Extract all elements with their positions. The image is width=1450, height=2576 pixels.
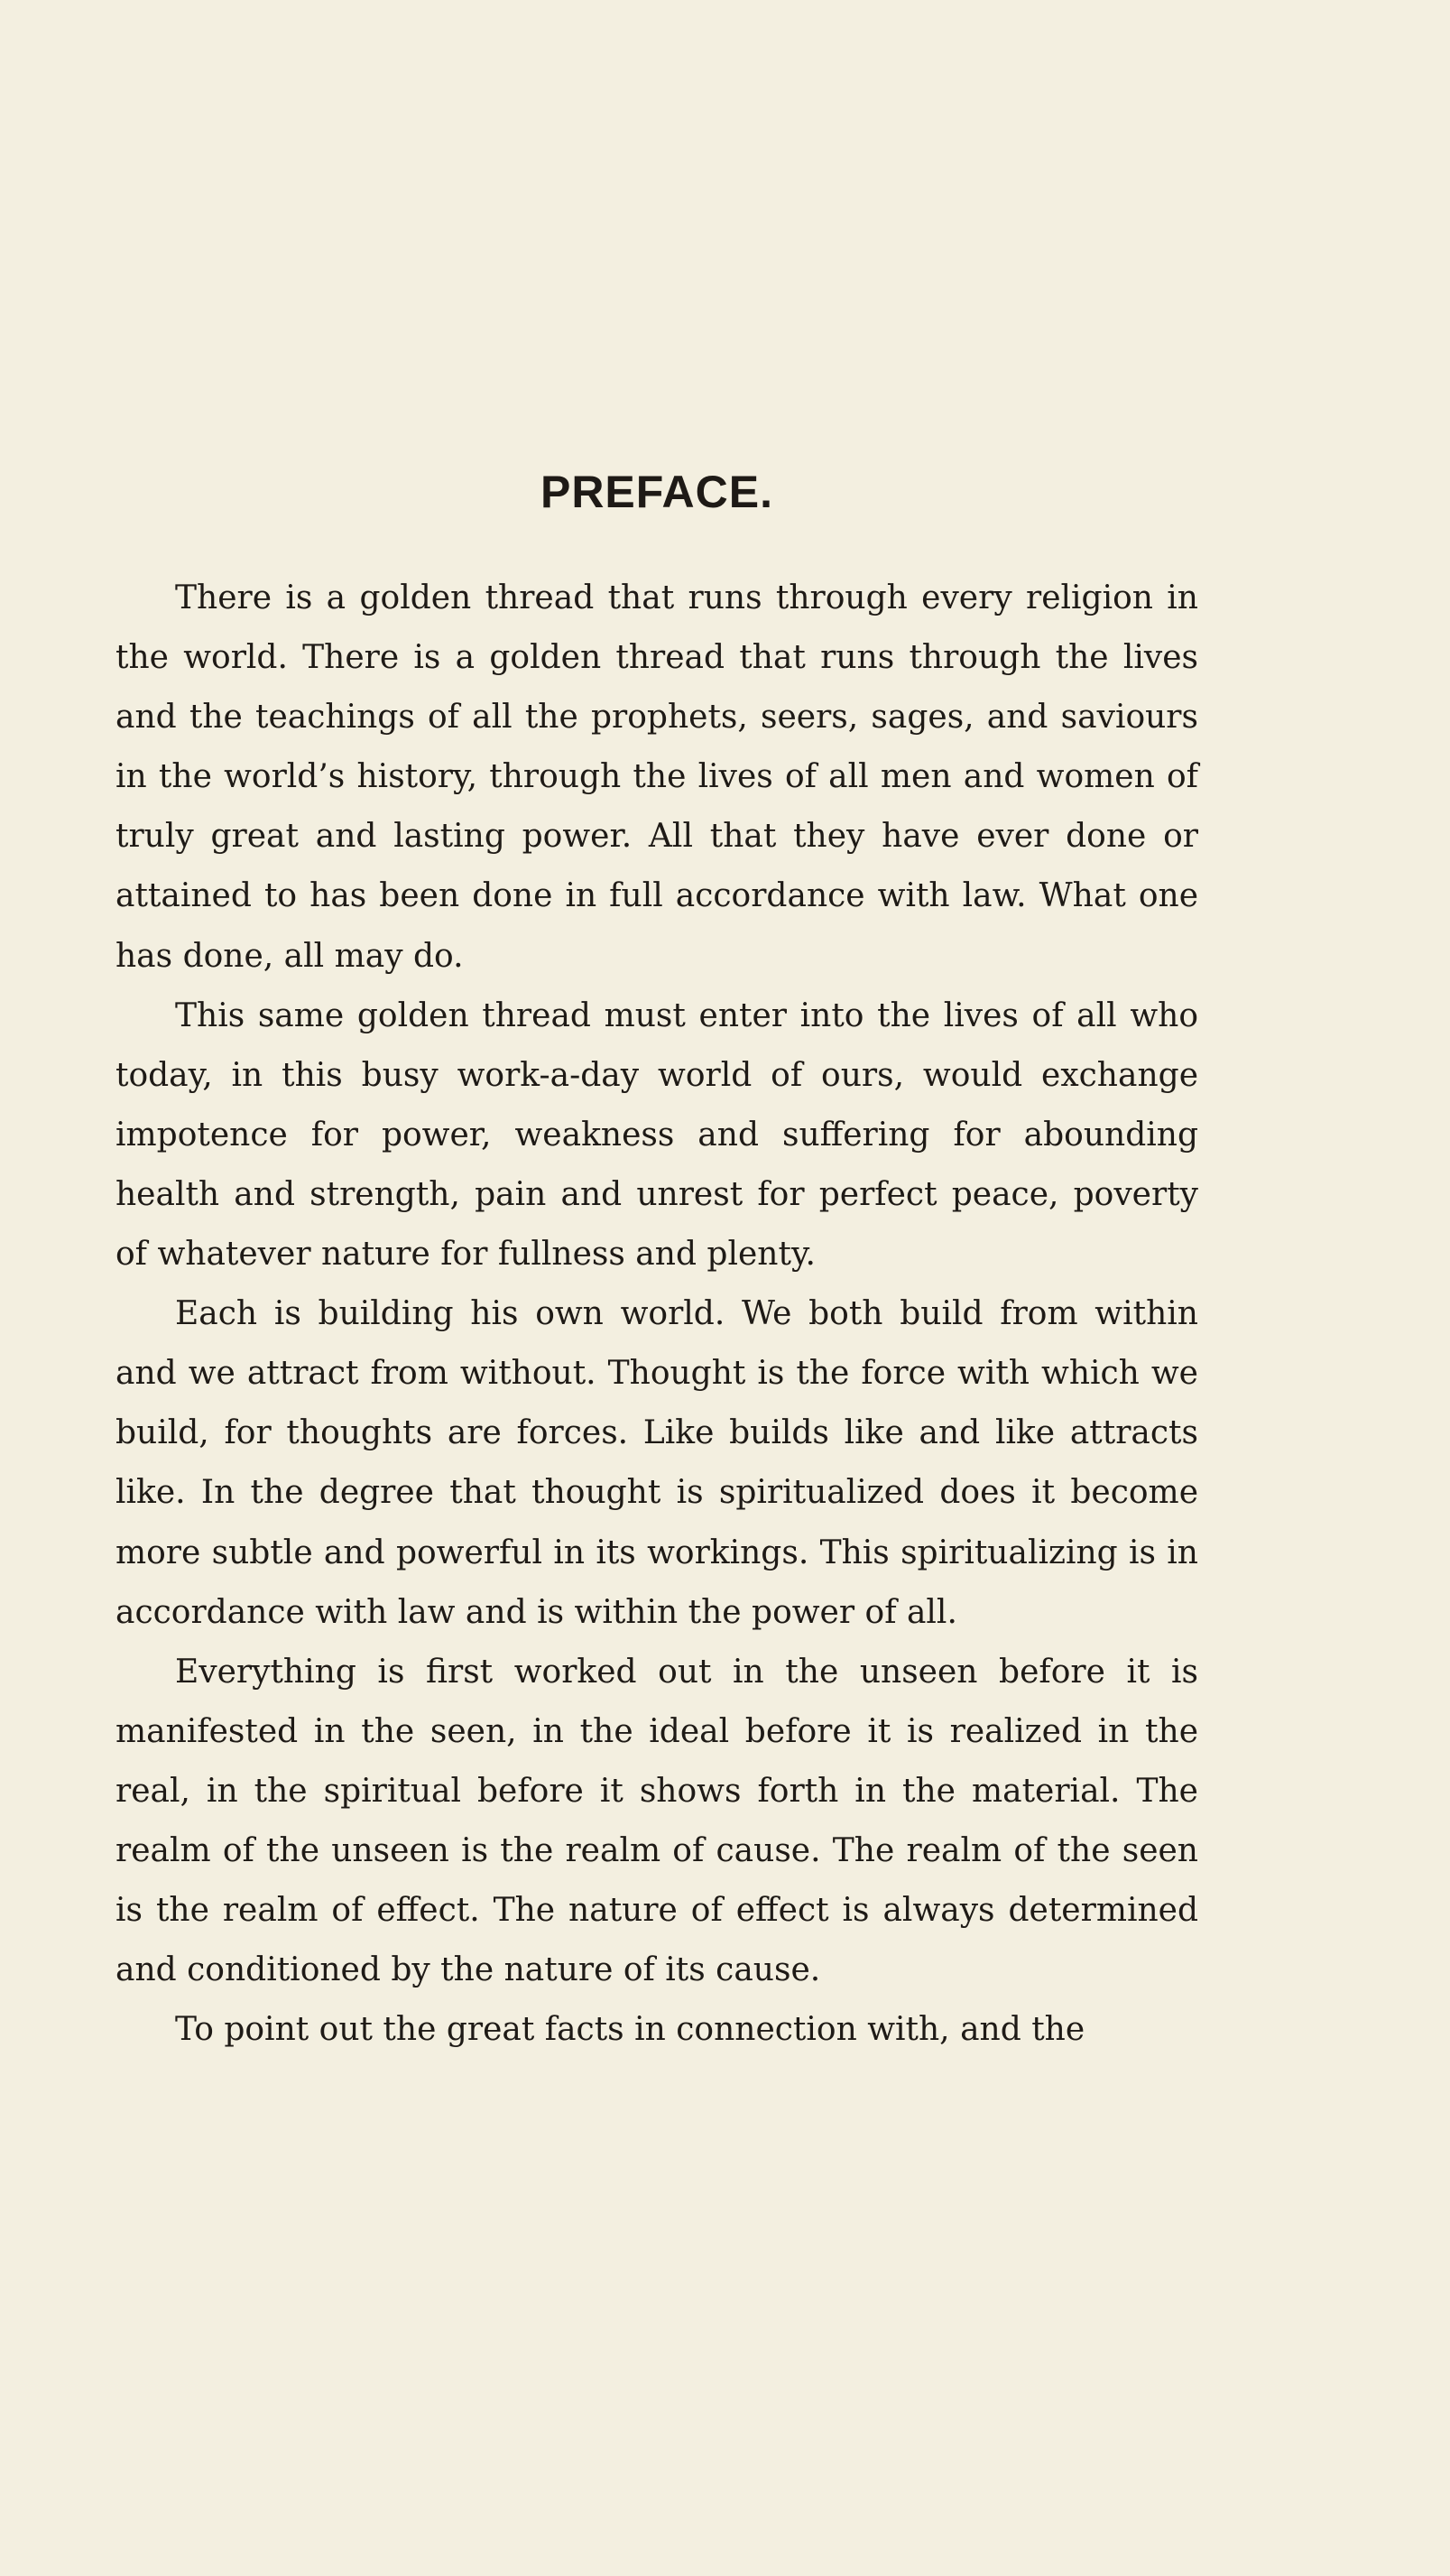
paragraph-2: This same golden thread must enter into the lives of all who today, in this busy work-a-day world of ours, would exchange impotence for power, weakness and suffering for abounding health and strength, pain and unrest for perfect peace, poverty of whatever nature for fullness and plenty. bbox=[115, 996, 1198, 1274]
paragraph-4: Everything is first worked out in the unseen before it is manifested in the seen, in the ideal before it is realized in the real, in the spiritual before it shows forth in the material. The realm of the unseen is the realm of cause. The realm of the seen is the realm of effect. The nature of effect is always determined and conditioned by the nature of its cause. bbox=[115, 1653, 1198, 1989]
text-column bbox=[115, 469, 1198, 2060]
paragraph-3: Each is building his own world. We both build from within and we attract from without. Thought is the force with which we build, for thoughts are forces. Like builds like and like attracts like. In the degree that thought is spiritualized does it become more subtle and powerful in its workings. This spiritualizing is in accordance with law and is within the power of all. bbox=[115, 1295, 1198, 1631]
paragraph-1: There is a golden thread that runs through every religion in the world. There is a golden thread that runs through the lives and the teachings of all the prophets, seers, sages, and saviours in the world’s history, through the lives of all men and women of truly great and lasting power. All that they have ever done or attained to has been done in full accordance with law. What one has done, all may do. bbox=[115, 579, 1198, 975]
paragraph-5: To point out the great facts in connection with, and the bbox=[175, 2011, 1085, 2049]
page-title: PREFACE. bbox=[540, 467, 774, 517]
